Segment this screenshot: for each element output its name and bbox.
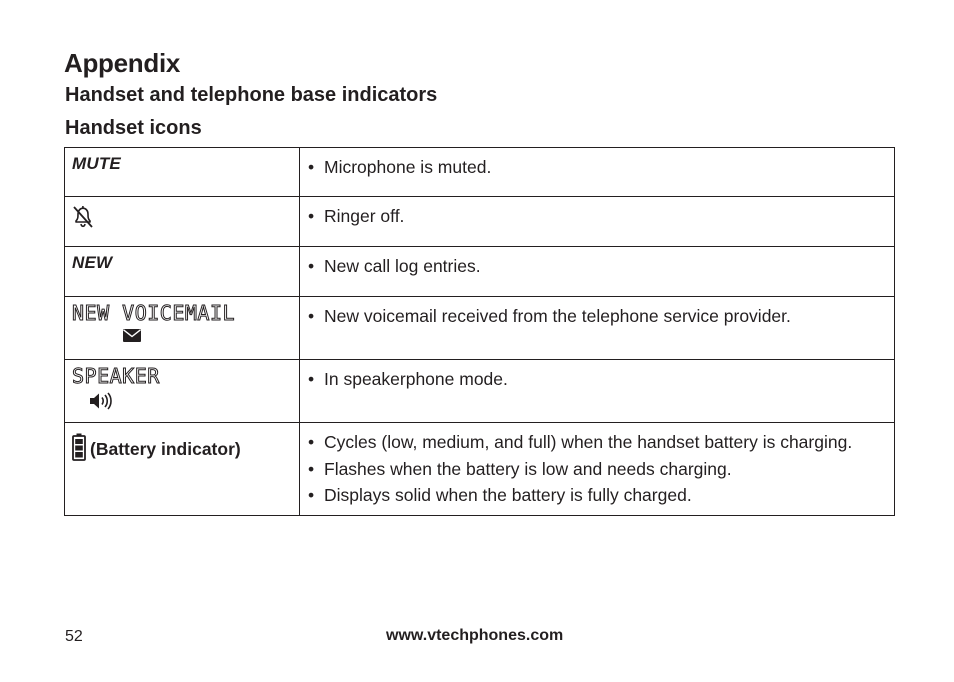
ringer-off-icon — [72, 205, 94, 234]
mute-indicator-text: MUTE — [72, 154, 121, 173]
voicemail-lcd-text: NEW VOICEMAIL — [72, 301, 236, 325]
new-indicator-text: NEW — [72, 253, 113, 272]
battery-indicator-label: (Battery indicator) — [90, 439, 241, 459]
table-row — [65, 148, 895, 197]
icon-cell — [65, 423, 300, 516]
list-item: • In speakerphone mode. — [306, 366, 888, 393]
description-list — [306, 203, 888, 230]
list-item: • New call log entries. — [306, 253, 888, 280]
battery-icon — [72, 433, 86, 466]
description-cell — [300, 247, 895, 297]
description-list — [306, 253, 888, 280]
list-item: • New voicemail received from the telephone service provider. — [306, 303, 888, 330]
table-row — [65, 247, 895, 297]
table-heading: Handset icons — [65, 117, 202, 139]
footer-url: www.vtechphones.com — [386, 627, 564, 644]
icon-cell — [65, 297, 300, 360]
list-item: • Microphone is muted. — [306, 154, 888, 181]
icon-cell — [65, 148, 300, 197]
list-item: • Cycles (low, medium, and full) when the handset battery is charging. — [306, 429, 888, 456]
section-subtitle: Handset and telephone base indicators — [65, 84, 438, 106]
speaker-icon — [89, 392, 291, 415]
list-item: • Flashes when the battery is low and needs charging. — [306, 456, 888, 483]
icon-cell — [65, 247, 300, 297]
list-item: • Displays solid when the battery is fully charged. — [306, 482, 888, 509]
table-row — [65, 297, 895, 360]
table-row — [65, 360, 895, 423]
description-cell — [300, 148, 895, 197]
page-title: Appendix — [64, 48, 181, 78]
page-number: 52 — [65, 628, 83, 645]
table-row — [65, 197, 895, 247]
icon-cell — [65, 360, 300, 423]
description-cell — [300, 423, 895, 516]
battery-indicator — [72, 433, 291, 466]
handset-icons-table — [64, 147, 895, 516]
table-row — [65, 423, 895, 516]
list-item: • Ringer off. — [306, 203, 888, 230]
description-cell — [300, 197, 895, 247]
description-list — [306, 154, 888, 181]
speaker-lcd-text: SPEAKER — [72, 364, 160, 388]
description-list — [306, 366, 888, 393]
icon-cell — [65, 197, 300, 247]
envelope-icon — [122, 328, 291, 348]
description-cell — [300, 360, 895, 423]
description-list — [306, 303, 888, 330]
description-cell — [300, 297, 895, 360]
description-list — [306, 429, 888, 509]
